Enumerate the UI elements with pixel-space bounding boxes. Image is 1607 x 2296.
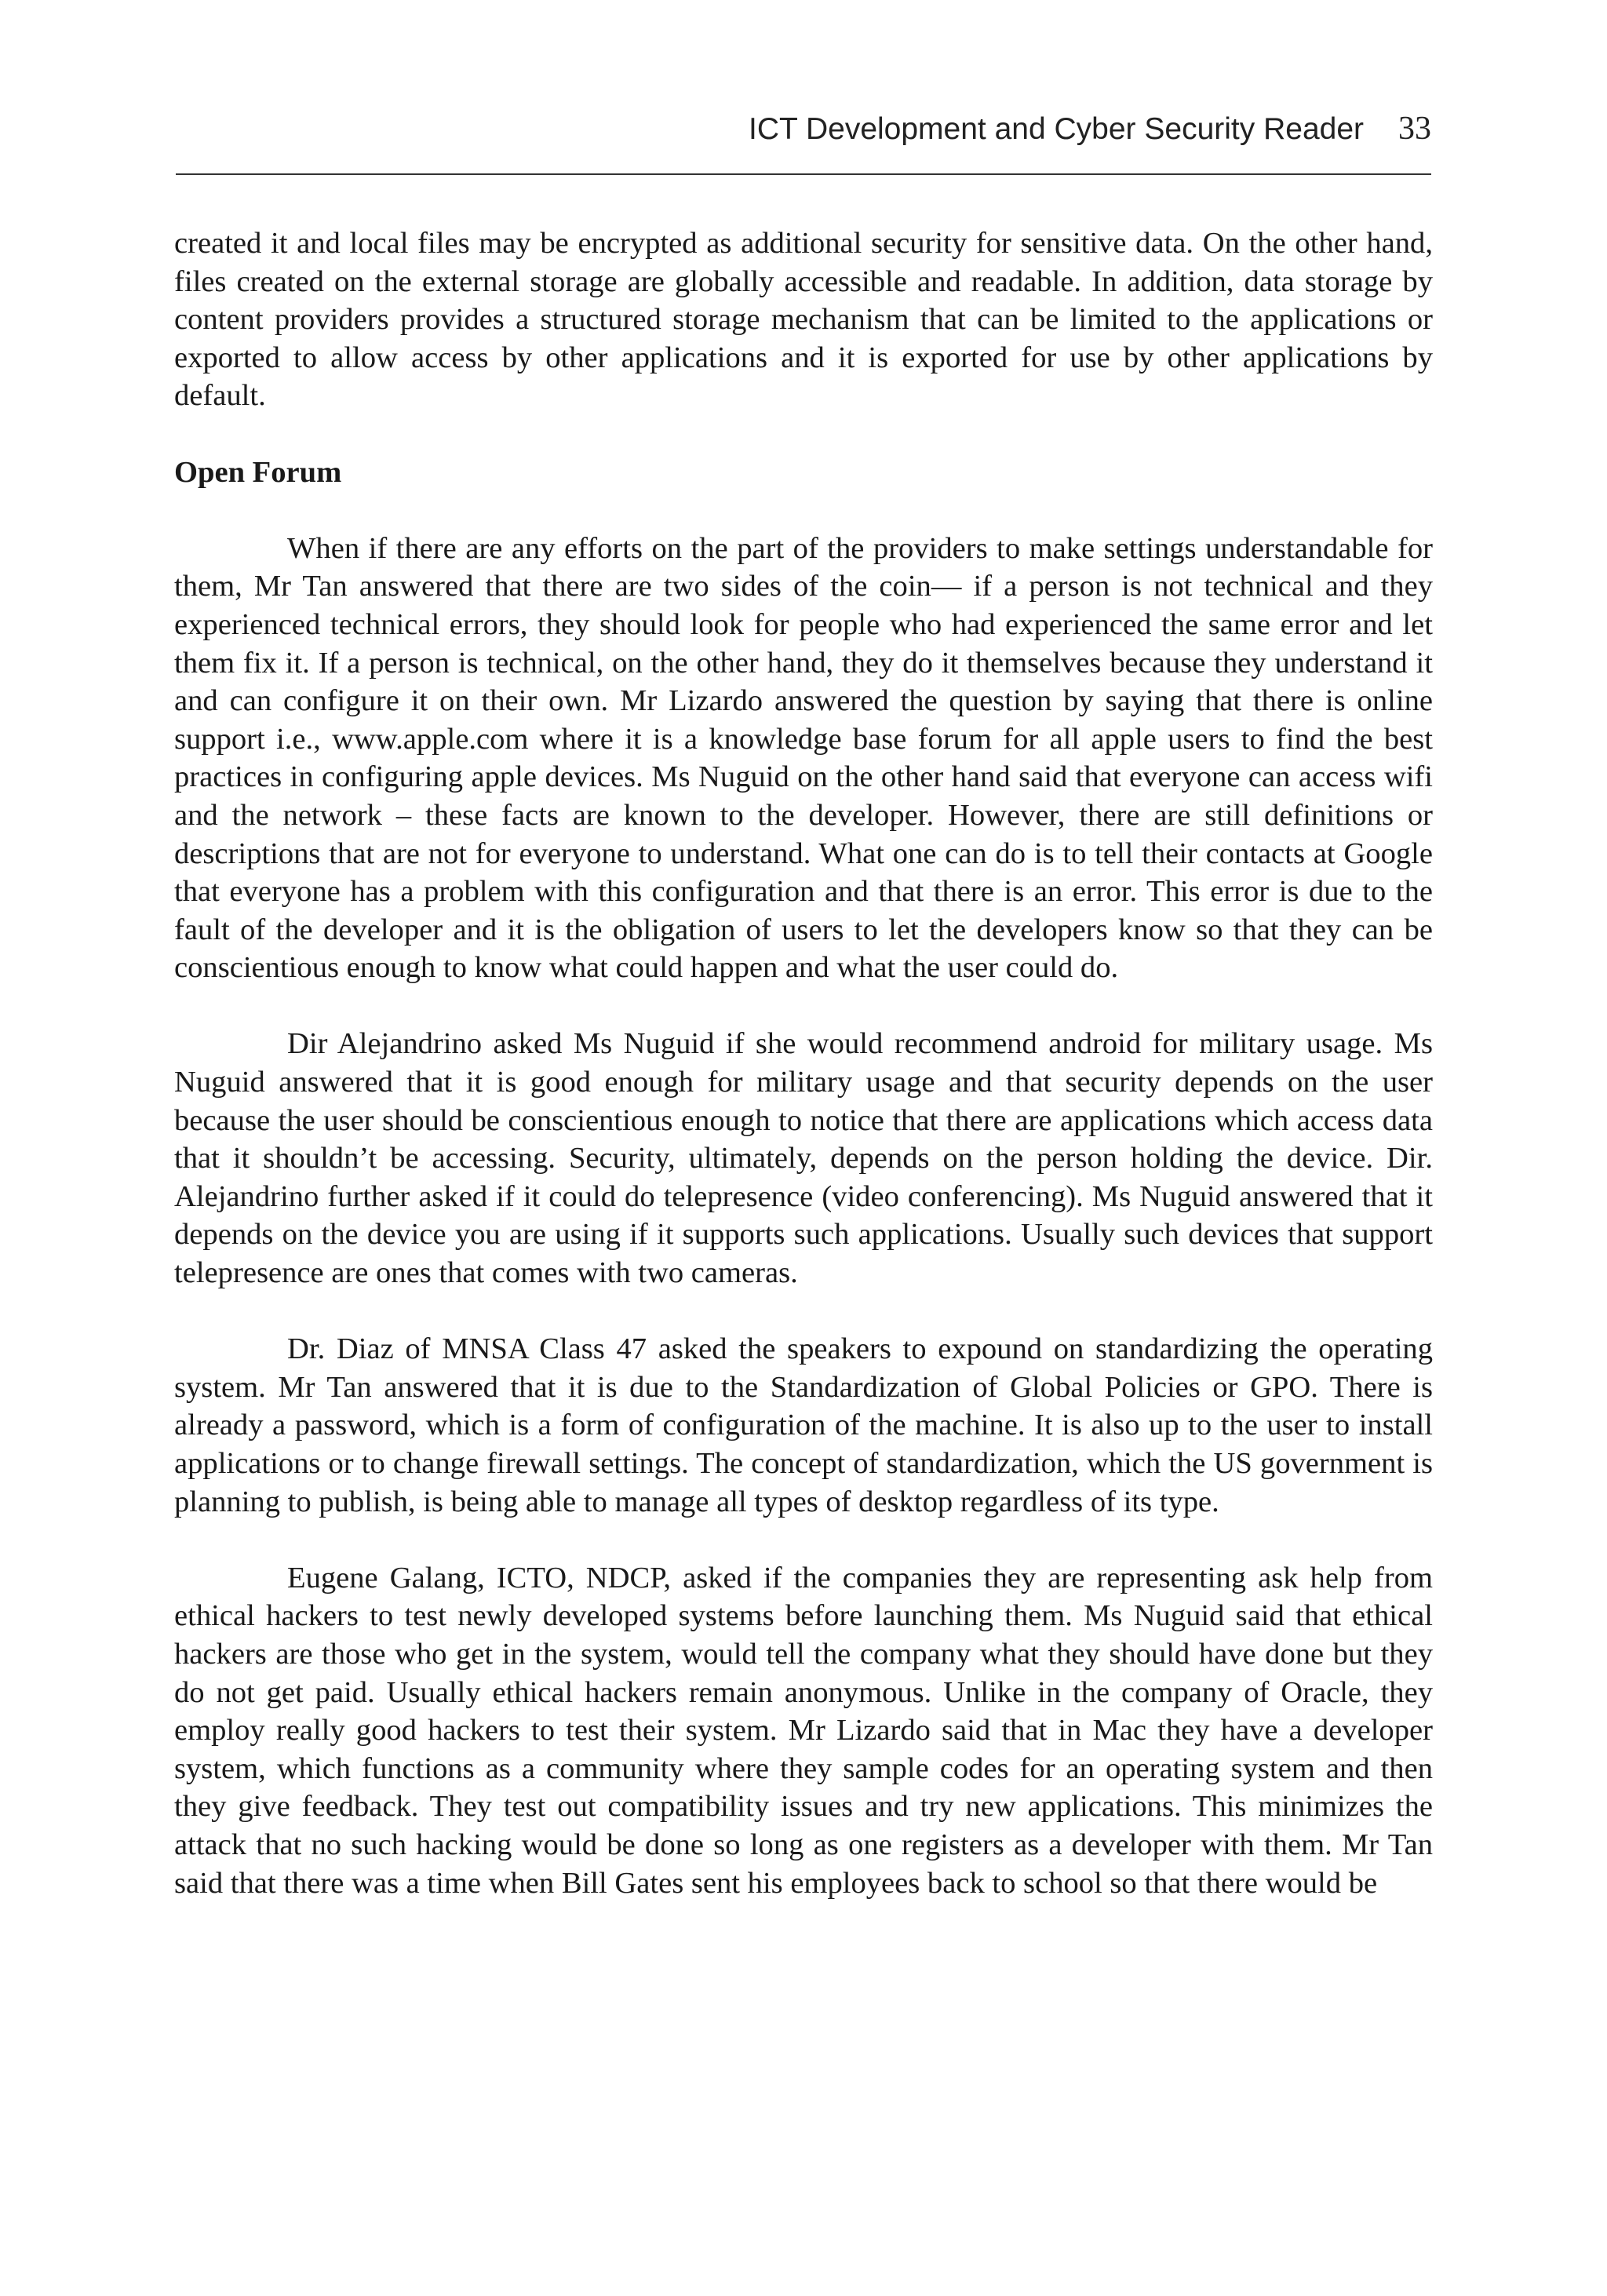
paragraph-4: Eugene Galang, ICTO, NDCP, asked if the companies they are representing ask help from ethical hackers to test newly developed systems before launching them. Ms Nuguid said that ethical hackers are those who get in the system, would tell the company what they should have done but they do not get paid. Usually ethical hackers remain anonymous. Unlike in the company of Oracle, they employ really good hackers to test their system. Mr Lizardo said that in Mac they have a developer system, which functions as a community where they sample codes for an operating system and then they give feedback. They test out compatibility issues and try new applications. This minimizes the attack that no such hacking would be done so long as one registers as a developer with them. Mr Tan said that there was a time when Bill Gates sent his employees back to school so that there would be	[174, 1561, 1433, 1900]
running-header	[176, 110, 1431, 165]
page-number: 33	[1398, 111, 1431, 147]
section-heading: Open Forum	[174, 455, 342, 489]
header-rule	[176, 173, 1431, 175]
paragraph-3: Dr. Diaz of MNSA Class 47 asked the speakers to expound on standardizing the operating system. Mr Tan answered that it is due to the Standardization of Global Policies or GPO. There is already a password, which is a form of configuration of the machine. It is also up to the user to install applications or to change firewall settings. The concept of standardization, which the US government is planning to publish, is being able to manage all types of desktop regardless of its type.	[174, 1332, 1433, 1518]
paragraph-2: Dir Alejandrino asked Ms Nuguid if she would recommend android for military usage. Ms Nuguid answered that it is good enough for military usage and that security depends on the user because the user should be conscientious enough to notice that there are applications which access data that it shouldn’t be accessing. Security, ultimately, depends on the person holding the device. Dir. Alejandrino further asked if it could do telepresence (video conferencing). Ms Nuguid answered that it depends on the device you are using if it supports such applications. Usually such devices that support telepresence are ones that comes with two cameras.	[174, 1027, 1433, 1290]
running-title: ICT Development and Cyber Security Reader	[749, 112, 1364, 146]
paragraph-1: When if there are any efforts on the part of the providers to make settings understandable for them, Mr Tan answered that there are two sides of the coin— if a person is not technical and they experienced technical errors, they should look for people who had experienced the same error and let them fix it. If a person is technical, on the other hand, they do it themselves because they understand it and can configure it on their own. Mr Lizardo answered the question by saying that there is online support i.e., www.apple.com where it is a knowledge base forum for all apple users to find the best practices in configuring apple devices. Ms Nuguid on the other hand said that everyone can access wifi and the network – these facts are known to the developer. However, there are still definitions or descriptions that are not for everyone to understand. What one can do is to tell their contacts at Google that everyone has a problem with this configuration and that there is an error. This error is due to the fault of the developer and it is the obligation of users to let the developers know so that they can be conscientious enough to know what could happen and what the user could do.	[174, 531, 1433, 985]
continuation-paragraph: created it and local files may be encrypted as additional security for sensitive data. On the other hand, files created on the external storage are globally accessible and readable. In addition, data storage by content providers provides a structured storage mechanism that can be limited to the applications or exported to allow access by other applications and it is exported for use by other applications by default.	[174, 227, 1433, 413]
body-text	[174, 224, 1433, 1902]
